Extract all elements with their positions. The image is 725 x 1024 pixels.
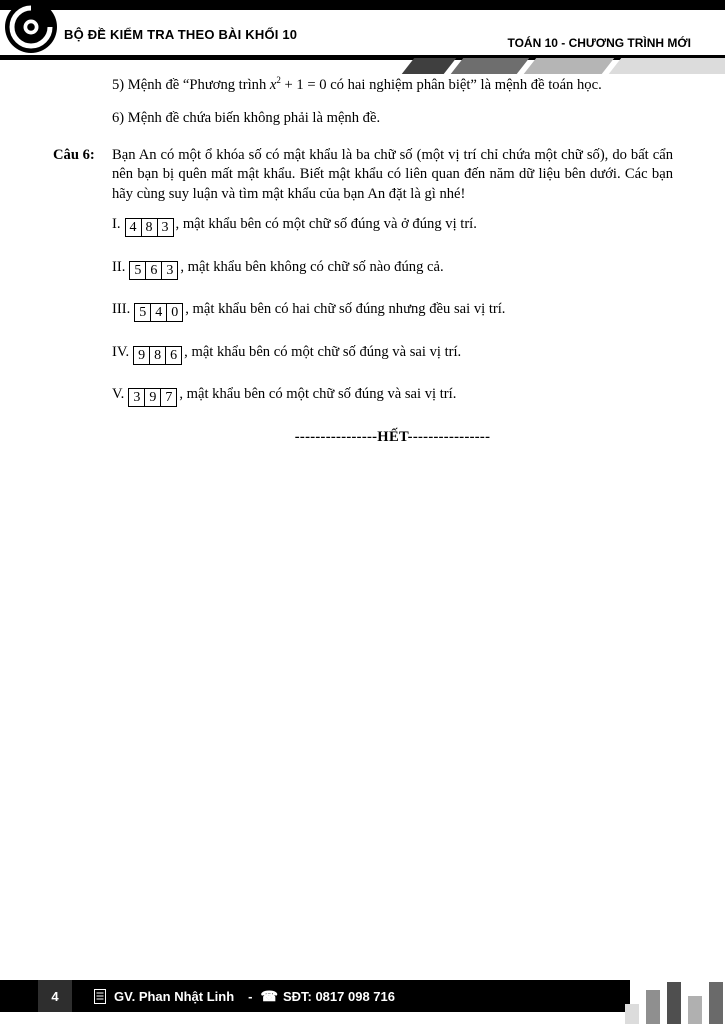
end-marker: ----------------HẾT----------------: [294, 428, 491, 445]
digit-box: 5: [134, 303, 151, 322]
clue-numeral: II.: [112, 258, 126, 275]
clue-row-1: [112, 215, 673, 238]
decor-bar: [646, 990, 660, 1024]
footer-teacher-name: GV. Phan Nhật Linh: [114, 988, 235, 1004]
top-black-strip: [0, 0, 725, 10]
footer-bar: [0, 980, 630, 1012]
digit-box: 4: [150, 303, 167, 322]
statement-5: [112, 71, 673, 95]
password-digit-boxes: [133, 346, 182, 366]
clue-numeral: V.: [112, 386, 125, 403]
digit-box: 8: [149, 346, 166, 365]
document-icon: [94, 989, 106, 1004]
digit-box: 9: [133, 346, 150, 365]
clue-row-3: [112, 300, 673, 323]
decor-bar: [625, 1004, 639, 1024]
math-exponent: 2: [276, 75, 281, 85]
password-digit-boxes: [129, 261, 178, 281]
digit-box: 5: [129, 261, 146, 280]
phone-icon: ☎: [260, 987, 278, 1004]
document-content: [0, 71, 725, 447]
password-digit-boxes: [134, 303, 183, 323]
clue-text: , mật khẩu bên có một chữ số đúng và sai vị trí.: [179, 386, 457, 403]
question-6: [53, 146, 673, 205]
digit-box: 3: [128, 388, 145, 407]
password-digit-boxes: [125, 218, 174, 238]
digit-box: 8: [141, 218, 158, 237]
clue-numeral: IV.: [112, 343, 130, 360]
question-label: Câu 6:: [53, 146, 95, 163]
page-number: 4: [38, 980, 72, 1012]
decor-bar: [709, 982, 723, 1024]
publisher-logo-icon: [4, 0, 58, 54]
header-left-title: BỘ ĐỀ KIỂM TRA THEO BÀI KHỐI 10: [64, 27, 298, 42]
digit-box: 0: [166, 303, 183, 322]
clue-row-4: [112, 343, 673, 366]
question-text: Bạn An có một ổ khóa số có mật khẩu là ba chữ số (một vị trí chỉ chứa một chữ số), do bất cẩn nên bạn bị quên mất mật khẩu. Biết mật khẩu có liên quan đến năm dữ liệu bên dưới. Các bạn hãy cùng suy luận và tìm mật khẩu của bạn An đặt là gì nhé!: [112, 146, 673, 202]
footer-separator: -: [248, 988, 253, 1004]
clue-row-5: [112, 385, 673, 408]
clue-text: , mật khẩu bên có một chữ số đúng và sai vị trí.: [184, 343, 462, 360]
footer-phone-number: SĐT: 0817 098 716: [282, 988, 395, 1004]
footer-bar-decoration: [625, 982, 725, 1024]
decor-bar: [688, 996, 702, 1024]
clue-row-2: [112, 258, 673, 281]
statement-6: 6) Mệnh đề chứa biến không phải là mệnh đề.: [112, 110, 381, 127]
header-right-title: TOÁN 10 - CHƯƠNG TRÌNH MỚI: [507, 36, 691, 50]
math-variable: x: [269, 76, 277, 93]
digit-box: 6: [145, 261, 162, 280]
digit-box: 4: [125, 218, 142, 237]
digit-box: 3: [157, 218, 174, 237]
digit-box: 9: [144, 388, 161, 407]
clue-numeral: I.: [112, 216, 121, 233]
digit-box: 3: [161, 261, 178, 280]
clue-text: , mật khẩu bên có một chữ số đúng và ở đúng vị trí.: [175, 216, 477, 233]
clue-text: , mật khẩu bên có hai chữ số đúng nhưng đều sai vị trí.: [185, 301, 506, 318]
clue-text: , mật khẩu bên không có chữ số nào đúng cả.: [180, 258, 444, 275]
digit-box: 7: [160, 388, 177, 407]
digit-box: 6: [165, 346, 182, 365]
password-digit-boxes: [128, 388, 177, 408]
decor-bar: [667, 982, 681, 1024]
statement-5-suffix: có hai nghiệm phân biệt” là mệnh đề toán học.: [326, 76, 602, 93]
clue-numeral: III.: [112, 301, 131, 318]
math-rest: + 1 = 0: [280, 76, 327, 93]
statement-5-prefix: 5) Mệnh đề “Phương trình: [112, 76, 270, 93]
